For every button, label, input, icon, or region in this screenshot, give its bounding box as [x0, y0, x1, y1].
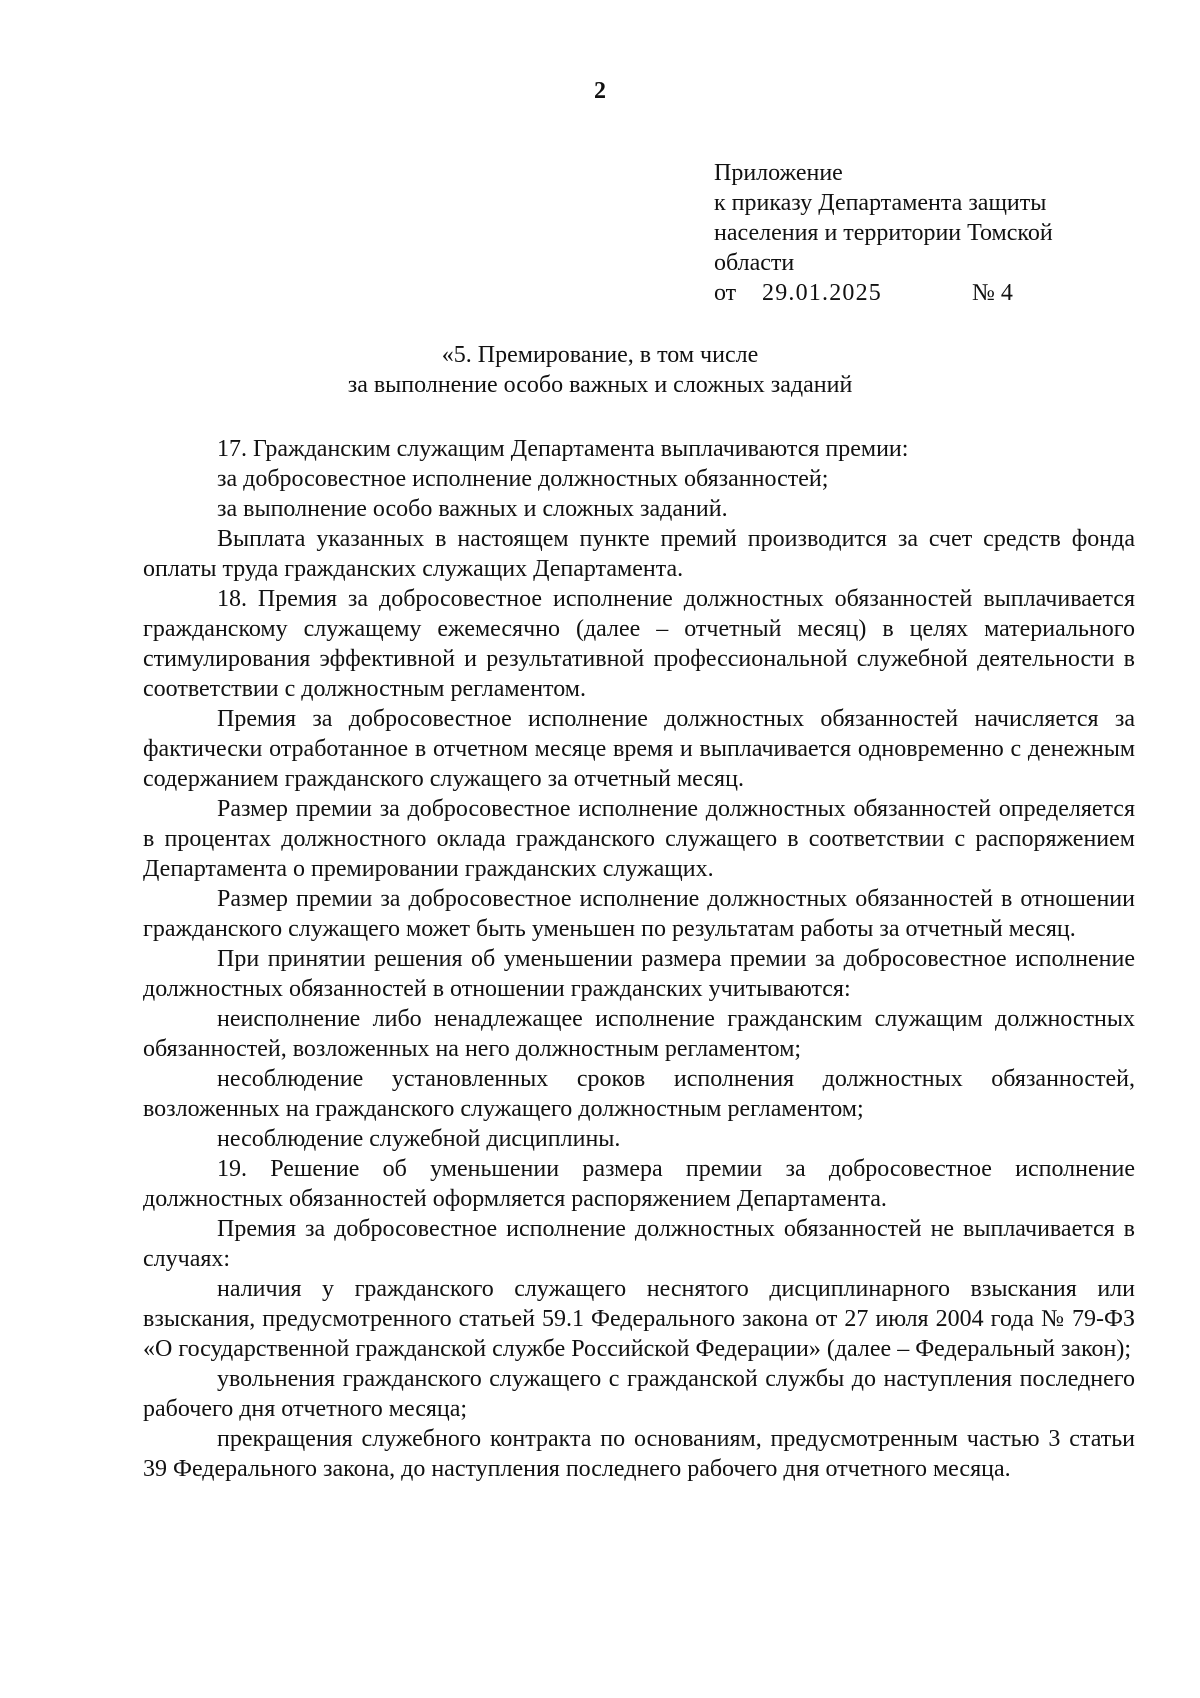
paragraph: неисполнение либо ненадлежащее исполнение гражданским служащим должностных обязанностей, возложенных на него должностным регламентом;	[143, 1006, 1135, 1062]
paragraph: несоблюдение служебной дисциплины.	[217, 1126, 621, 1152]
appendix-line: населения и территории Томской	[714, 220, 1053, 246]
date-prefix: от	[714, 280, 737, 306]
order-number: № 4	[972, 280, 1013, 306]
paragraph: 19. Решение об уменьшении размера премии за добросовестное исполнение должностных обязанностей оформляется распоряжением Департамента.	[143, 1156, 1135, 1212]
paragraph: Размер премии за добросовестное исполнение должностных обязанностей определяется в процентах должностного оклада гражданского служащего в соответствии с распоряжением Департамента о премировании гражданских служащих.	[143, 796, 1135, 882]
paragraph: увольнения гражданского служащего с гражданской службы до наступления последнего рабочего дня отчетного месяца;	[143, 1366, 1135, 1422]
paragraph: При принятии решения об уменьшении размера премии за добросовестное исполнение должностных обязанностей в отношении гражданских учитываются:	[143, 946, 1135, 1002]
page-number: 2	[594, 78, 606, 104]
appendix-title: Приложение	[714, 160, 843, 186]
appendix-line: к приказу Департамента защиты	[714, 190, 1047, 216]
paragraph: 18. Премия за добросовестное исполнение должностных обязанностей выплачивается гражданскому служащему ежемесячно (далее – отчетный месяц) в целях материального стимулирования эффективной и результативной профессиональной служебной деятельности в соответствии с должностным регламентом.	[143, 586, 1135, 702]
section-title	[0, 340, 1200, 400]
order-date: 29.01.2025	[762, 280, 882, 306]
appendix-line: области	[714, 250, 795, 276]
paragraph: за выполнение особо важных и сложных заданий.	[217, 496, 728, 522]
paragraph: Премия за добросовестное исполнение должностных обязанностей не выплачивается в случаях:	[143, 1216, 1135, 1272]
order-date-line	[714, 278, 1154, 308]
section-title-line: «5. Премирование, в том числе	[441, 342, 759, 368]
section-title-line: за выполнение особо важных и сложных заданий	[347, 372, 853, 398]
document-body	[143, 434, 1135, 1484]
paragraph: 17. Гражданским служащим Департамента выплачиваются премии:	[217, 436, 909, 462]
paragraph: несоблюдение установленных сроков исполнения должностных обязанностей, возложенных на гражданского служащего должностным регламентом;	[143, 1066, 1135, 1122]
paragraph: Выплата указанных в настоящем пункте премий производится за счет средств фонда оплаты труда гражданских служащих Департамента.	[143, 526, 1135, 582]
paragraph: Размер премии за добросовестное исполнение должностных обязанностей в отношении гражданского служащего может быть уменьшен по результатам работы за отчетный месяц.	[143, 886, 1135, 942]
paragraph: Премия за добросовестное исполнение должностных обязанностей начисляется за фактически отработанное в отчетном месяце время и выплачивается одновременно с денежным содержанием гражданского служащего за отчетный месяц.	[143, 706, 1135, 792]
appendix-block	[714, 158, 1154, 308]
paragraph: за добросовестное исполнение должностных обязанностей;	[217, 466, 829, 492]
paragraph: наличия у гражданского служащего неснятого дисциплинарного взыскания или взыскания, предусмотренного статьей 59.1 Федерального закона от 27 июля 2004 года № 79-ФЗ «О государственной гражданской службе Российской Федерации» (далее – Федеральный закон);	[143, 1276, 1135, 1362]
paragraph: прекращения служебного контракта по основаниям, предусмотренным частью 3 статьи 39 Федерального закона, до наступления последнего рабочего дня отчетного месяца.	[143, 1426, 1135, 1482]
